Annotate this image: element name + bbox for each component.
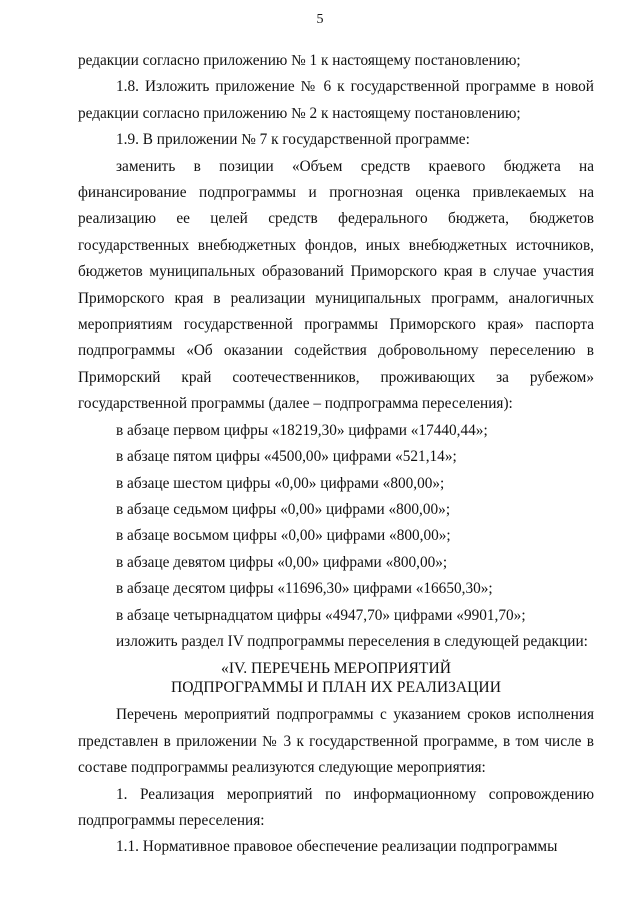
- list-item: в абзаце шестом цифры «0,00» цифрами «800,00»;: [116, 474, 445, 492]
- list-item: в абзаце восьмом цифры «0,00» цифрами «800,00»;: [116, 527, 451, 545]
- list-item: в абзаце девятом цифры «0,00» цифрами «800,00»;: [116, 553, 448, 571]
- paragraph-replace-position: заменить в позиции «Объем средств краевого бюджета на финансирование подпрограммы и прогнозная оценка привлекаемых на реализацию ее целей средств федерального бюджета, бюджетов государственных внебюджетных фондов, иных внебюджетных источников, бюджетов муниципальных образований Приморского края в случае участия Приморского края в реализации муниципальных программ, аналогичных мероприятиям государственной программы Приморского края» паспорта подпрограммы «Об оказании содействия добровольному переселению в Приморский край соотечественников, проживающих за рубежом» государственной программы (далее – подпрограмма переселения):: [78, 157, 594, 413]
- paragraph-1-8: 1.8. Изложить приложение № 6 к государственной программе в новой редакции согласно приложению № 2 к настоящему постановлению;: [78, 78, 594, 122]
- paragraph-continuation: редакции согласно приложению № 1 к настоящему постановлению;: [78, 52, 521, 69]
- list-item: изложить раздел IV подпрограммы переселения в следующей редакции:: [116, 632, 588, 650]
- section-paragraph-list-intro: Перечень мероприятий подпрограммы с указанием сроков исполнения представлен в приложении № 3 к государственной программе, в том числе в составе подпрограммы реализуются следующие мероприятия:: [78, 706, 594, 777]
- section-heading-line-1: «IV. ПЕРЕЧЕНЬ МЕРОПРИЯТИЙ: [221, 660, 451, 678]
- section-paragraph-item-1-1: 1.1. Нормативное правовое обеспечение реализации подпрограммы: [116, 838, 558, 856]
- section-heading-line-2: ПОДПРОГРАММЫ И ПЛАН ИХ РЕАЛИЗАЦИИ: [171, 679, 501, 697]
- paragraph-1-9: 1.9. В приложении № 7 к государственной программе:: [116, 131, 470, 149]
- list-item: в абзаце пятом цифры «4500,00» цифрами «521,14»;: [116, 448, 457, 466]
- page-number: 5: [316, 12, 324, 27]
- document-body: [78, 48, 594, 861]
- section-heading: [78, 655, 594, 702]
- list-item: в абзаце четырнадцатом цифры «4947,70» цифрами «9901,70»;: [116, 606, 526, 624]
- list-item: в абзаце седьмом цифры «0,00» цифрами «800,00»;: [116, 500, 451, 518]
- section-paragraph-item-1: 1. Реализация мероприятий по информационному сопровождению подпрограммы переселения:: [78, 785, 594, 829]
- list-item: в абзаце первом цифры «18219,30» цифрами «17440,44»;: [116, 421, 488, 439]
- list-item: в абзаце десятом цифры «11696,30» цифрами «16650,30»;: [116, 580, 493, 598]
